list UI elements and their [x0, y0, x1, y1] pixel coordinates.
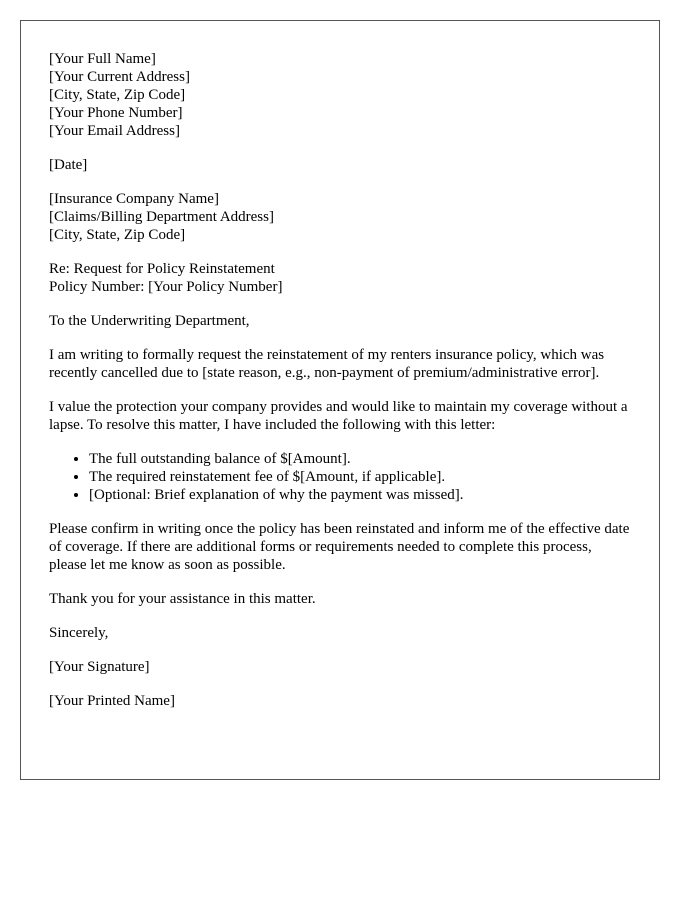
- subject-block: [49, 260, 631, 296]
- sender-address: [Your Current Address]: [49, 69, 190, 85]
- body-paragraph-1: I am writing to formally request the reinstatement of my renters insurance policy, which was recently cancelled due to [state reason, e.g., non-payment of premium/administrative error].: [49, 347, 605, 381]
- signoff: Sincerely,: [49, 625, 109, 641]
- closing-paragraph-2: Thank you for your assistance in this matter.: [49, 591, 316, 607]
- recipient-block: [49, 190, 631, 244]
- letter-date: [Date]: [49, 157, 88, 173]
- printed-name: [Your Printed Name]: [49, 693, 175, 709]
- list-item: • [Optional: Brief explanation of why the payment was missed].: [89, 486, 631, 504]
- policy-number-line: Policy Number: [Your Policy Number]: [49, 279, 283, 295]
- closing-paragraph-1: Please confirm in writing once the policy has been reinstated and inform me of the effective date of coverage. If there are additional forms or requirements needed to complete this process, please let me know as soon as possible.: [49, 521, 630, 573]
- sender-phone: [Your Phone Number]: [49, 105, 183, 121]
- signature-placeholder: [Your Signature]: [49, 659, 150, 675]
- enclosures-list: [49, 450, 631, 504]
- salutation: To the Underwriting Department,: [49, 313, 250, 329]
- sender-city: [City, State, Zip Code]: [49, 87, 186, 103]
- sender-block: [49, 50, 631, 140]
- date-block: [49, 156, 631, 174]
- letter-page: [20, 20, 660, 780]
- recipient-city: [City, State, Zip Code]: [49, 227, 186, 243]
- recipient-company: [Insurance Company Name]: [49, 191, 219, 207]
- sender-email: [Your Email Address]: [49, 123, 180, 139]
- recipient-address: [Claims/Billing Department Address]: [49, 209, 274, 225]
- sender-name: [Your Full Name]: [49, 51, 156, 67]
- list-item: • The full outstanding balance of $[Amount].: [89, 450, 631, 468]
- subject-line: Re: Request for Policy Reinstatement: [49, 261, 275, 277]
- body-paragraph-2: I value the protection your company provides and would like to maintain my coverage without a lapse. To resolve this matter, I have included the following with this letter:: [49, 399, 628, 433]
- list-item: • The required reinstatement fee of $[Amount, if applicable].: [89, 468, 631, 486]
